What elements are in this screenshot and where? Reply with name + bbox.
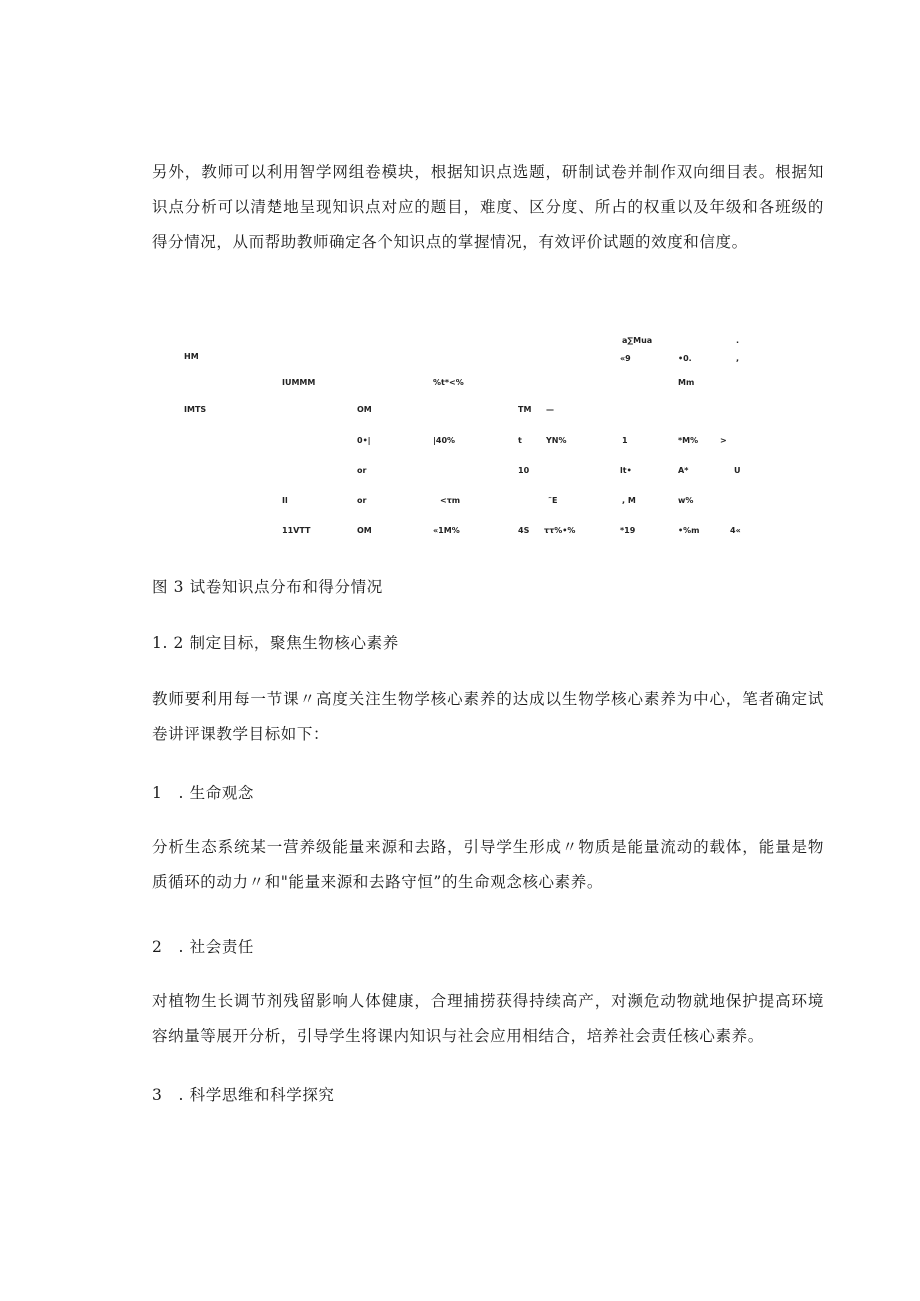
figure-cell: OM: [357, 526, 372, 535]
figure-cell: |40%: [433, 436, 456, 445]
figure-cell: Il: [282, 496, 288, 505]
section-heading: 1. 2 制定目标，聚焦生物核心素养: [152, 634, 399, 652]
figure-cell: OM: [357, 405, 372, 414]
figure-cell: Mm: [678, 378, 695, 387]
figure-cell: ττ%•%: [544, 526, 576, 535]
figure-cell: A*: [678, 466, 689, 475]
figure-caption: 图 3 试卷知识点分布和得分情况: [152, 578, 383, 596]
figure-cell: «9: [620, 354, 631, 363]
figure-cell: •0.: [678, 354, 692, 363]
figure-cell: ,: [736, 354, 740, 363]
intro-paragraph: 另外，教师可以利用智学网组卷模块，根据知识点选题，研制试卷并制作双向细目表。根据知识点分析可以清楚地呈现知识点对应的题目，难度、区分度、所占的权重以及年级和各班级的得分情况，从而帮助教师确定各个知识点的掌握情况，有效评价试题的效度和信度。: [152, 163, 824, 251]
figure-cell: lt•: [620, 466, 632, 475]
figure-cell: *M%: [678, 436, 699, 445]
life-concept-paragraph: 分析生态系统某一营养级能量来源和去路，引导学生形成〃物质是能量流动的载体，能量是物质循环的动力〃和"能量来源和去路守恒”的生命观念核心素养。: [152, 838, 824, 891]
figure-cell: t: [518, 436, 522, 445]
figure-cell: YN%: [546, 436, 567, 445]
goal-paragraph: 教师要利用每一节课〃高度关注生物学核心素养的达成以生物学核心素养为中心，笔者确定试卷讲评课教学目标如下：: [152, 690, 824, 743]
item-heading-scientific-thinking: 3 . 科学思维和科学探究: [152, 1086, 335, 1104]
figure-cell: , M: [622, 496, 636, 505]
figure-cell: HM: [184, 352, 199, 361]
figure-cell: %t*<%: [433, 378, 464, 387]
figure-cell: 0•|: [357, 436, 371, 445]
figure-cell: U: [734, 466, 741, 475]
figure-cell: «1M%: [433, 526, 460, 535]
figure-cell: IUMMM: [282, 378, 316, 387]
figure-cell: >: [720, 436, 727, 445]
figure-cell: <τm: [440, 496, 461, 505]
item-heading-social-responsibility: 2 . 社会责任: [152, 938, 255, 956]
figure-cell: •%m: [678, 526, 700, 535]
figure-cell: IMTS: [184, 405, 207, 414]
figure-cell: —: [546, 405, 554, 414]
figure-cell: 4S: [518, 526, 530, 535]
figure-table: [0, 0, 920, 560]
figure-cell: 10: [518, 466, 530, 475]
figure-cell: .: [736, 336, 740, 345]
figure-cell: or: [357, 496, 367, 505]
figure-cell: 1: [622, 436, 628, 445]
figure-cell: 11VTT: [282, 526, 311, 535]
figure-cell: *19: [620, 526, 636, 535]
figure-cell: or: [357, 466, 367, 475]
figure-cell: TM: [518, 405, 532, 414]
item-heading-life-concept: 1 . 生命观念: [152, 784, 255, 802]
social-responsibility-paragraph: 对植物生长调节剂残留影响人体健康，合理捕捞获得持续高产，对濒危动物就地保护提高环境容纳量等展开分析，引导学生将课内知识与社会应用相结合，培养社会责任核心素养。: [152, 992, 824, 1045]
figure-cell: a∑Mua: [622, 336, 653, 345]
figure-cell: ˜E: [548, 496, 558, 505]
figure-cell: w%: [678, 496, 694, 505]
figure-cell: 4«: [730, 526, 741, 535]
